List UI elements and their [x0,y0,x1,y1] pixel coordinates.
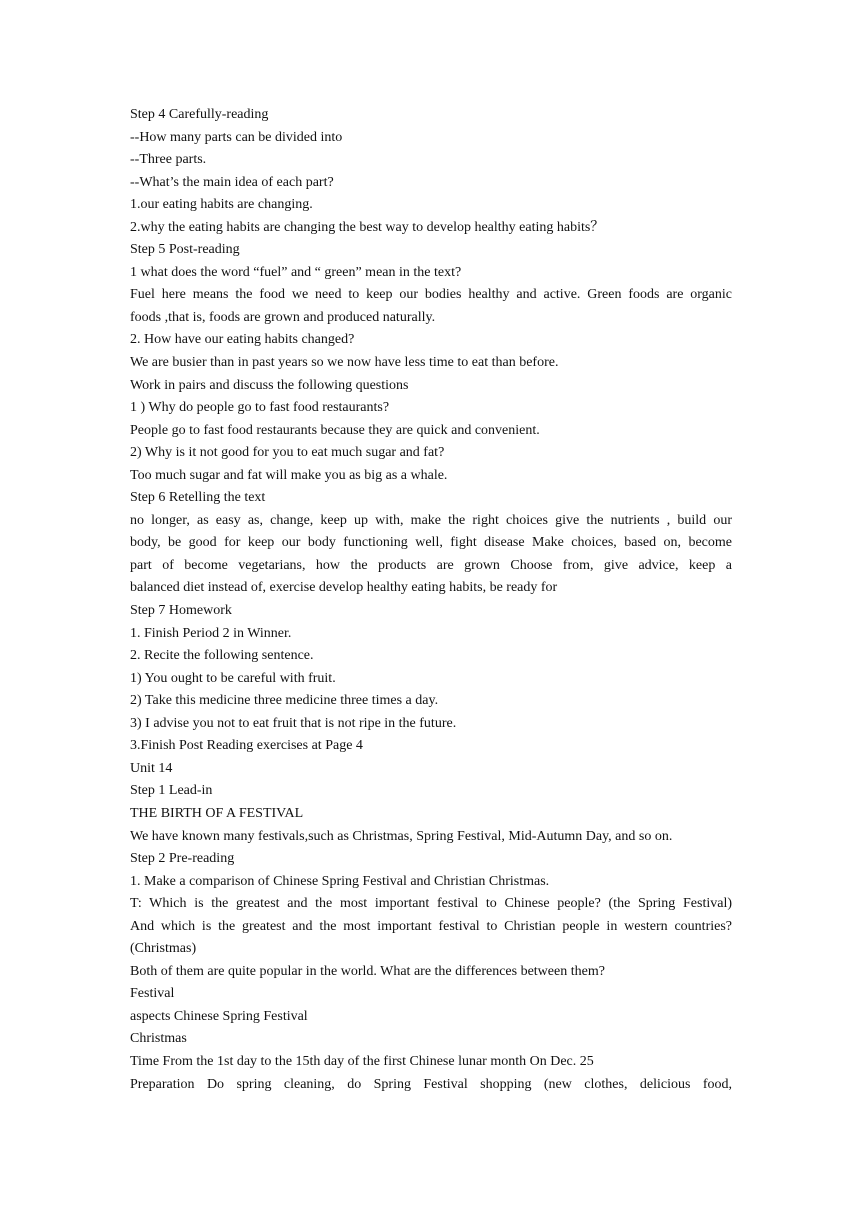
text-line: We have known many festivals,such as Christmas, Spring Festival, Mid-Autumn Day, and so on. [130,828,673,844]
text-line: And which is the greatest and the most important festival to Christian people in western countries? [130,918,732,934]
text-line: Step 1 Lead-in [130,783,213,799]
text-line: 1 ) Why do people go to fast food restaurants? [130,400,390,416]
text-line: Step 2 Pre-reading [130,851,235,867]
text-line: no longer, as easy as, change, keep up with, make the right choices give the nutrients , build our [130,512,732,528]
text-line: --Three parts. [130,152,207,168]
text-line: foods ,that is, foods are grown and produced naturally. [130,309,436,325]
text-line: THE BIRTH OF A FESTIVAL [130,805,304,821]
text-line: 2. Recite the following sentence. [130,648,314,664]
text-line: 2. How have our eating habits changed? [130,332,355,348]
text-line: Festival [130,986,175,1002]
text-line: 3) I advise you not to eat fruit that is not ripe in the future. [130,715,457,731]
text-line: Both of them are quite popular in the world. What are the differences between them? [130,963,605,979]
text-line: --What’s the main idea of each part? [130,174,334,190]
text-line: We are busier than in past years so we now have less time to eat than before. [130,355,559,371]
text-line: 1 what does the word “fuel” and “ green” mean in the text? [130,264,462,280]
text-line: balanced diet instead of, exercise develop healthy eating habits, be ready for [130,580,558,596]
text-line: 1. Finish Period 2 in Winner. [130,625,292,641]
text-line: 1.our eating habits are changing. [130,197,313,213]
text-line: Work in pairs and discuss the following questions [130,377,409,393]
text-line: T: Which is the greatest and the most important festival to Chinese people? (the Spring Festival) [130,896,732,912]
text-line: 3.Finish Post Reading exercises at Page 4 [130,738,363,754]
text-line: Unit 14 [130,760,173,776]
text-line: Step 6 Retelling the text [130,490,266,506]
text-line: 2.why the eating habits are changing the best way to develop healthy eating habits？ [130,219,605,235]
text-line: --How many parts can be divided into [130,129,343,145]
text-line: Step 4 Carefully-reading [130,107,269,122]
text-line: People go to fast food restaurants because they are quick and convenient. [130,422,540,438]
text-line: 2) Why is it not good for you to eat much sugar and fat? [130,445,445,461]
text-line: 1) You ought to be careful with fruit. [130,670,336,686]
text-line: Step 7 Homework [130,603,232,619]
text-line: part of become vegetarians, how the products are grown Choose from, give advice, keep a [130,557,732,573]
text-line: body, be good for keep our body functioning well, fight disease Make choices, based on, become [130,535,732,551]
text-line: (Christmas) [130,941,197,957]
text-line: aspects Chinese Spring Festival [130,1008,308,1024]
text-line: Too much sugar and fat will make you as big as a whale. [130,467,448,483]
text-line: Preparation Do spring cleaning, do Spring Festival shopping (new clothes, delicious food, [130,1076,732,1092]
text-line: 1. Make a comparison of Chinese Spring Festival and Christian Christmas. [130,873,550,889]
document-page [130,104,732,1096]
text-line: Time From the 1st day to the 15th day of the first Chinese lunar month On Dec. 25 [130,1053,594,1069]
text-line: Step 5 Post-reading [130,242,240,258]
text-line: Fuel here means the food we need to keep our bodies healthy and active. Green foods are organic [130,287,732,303]
text-line: Christmas [130,1031,187,1047]
text-line: 2) Take this medicine three medicine three times a day. [130,693,439,709]
